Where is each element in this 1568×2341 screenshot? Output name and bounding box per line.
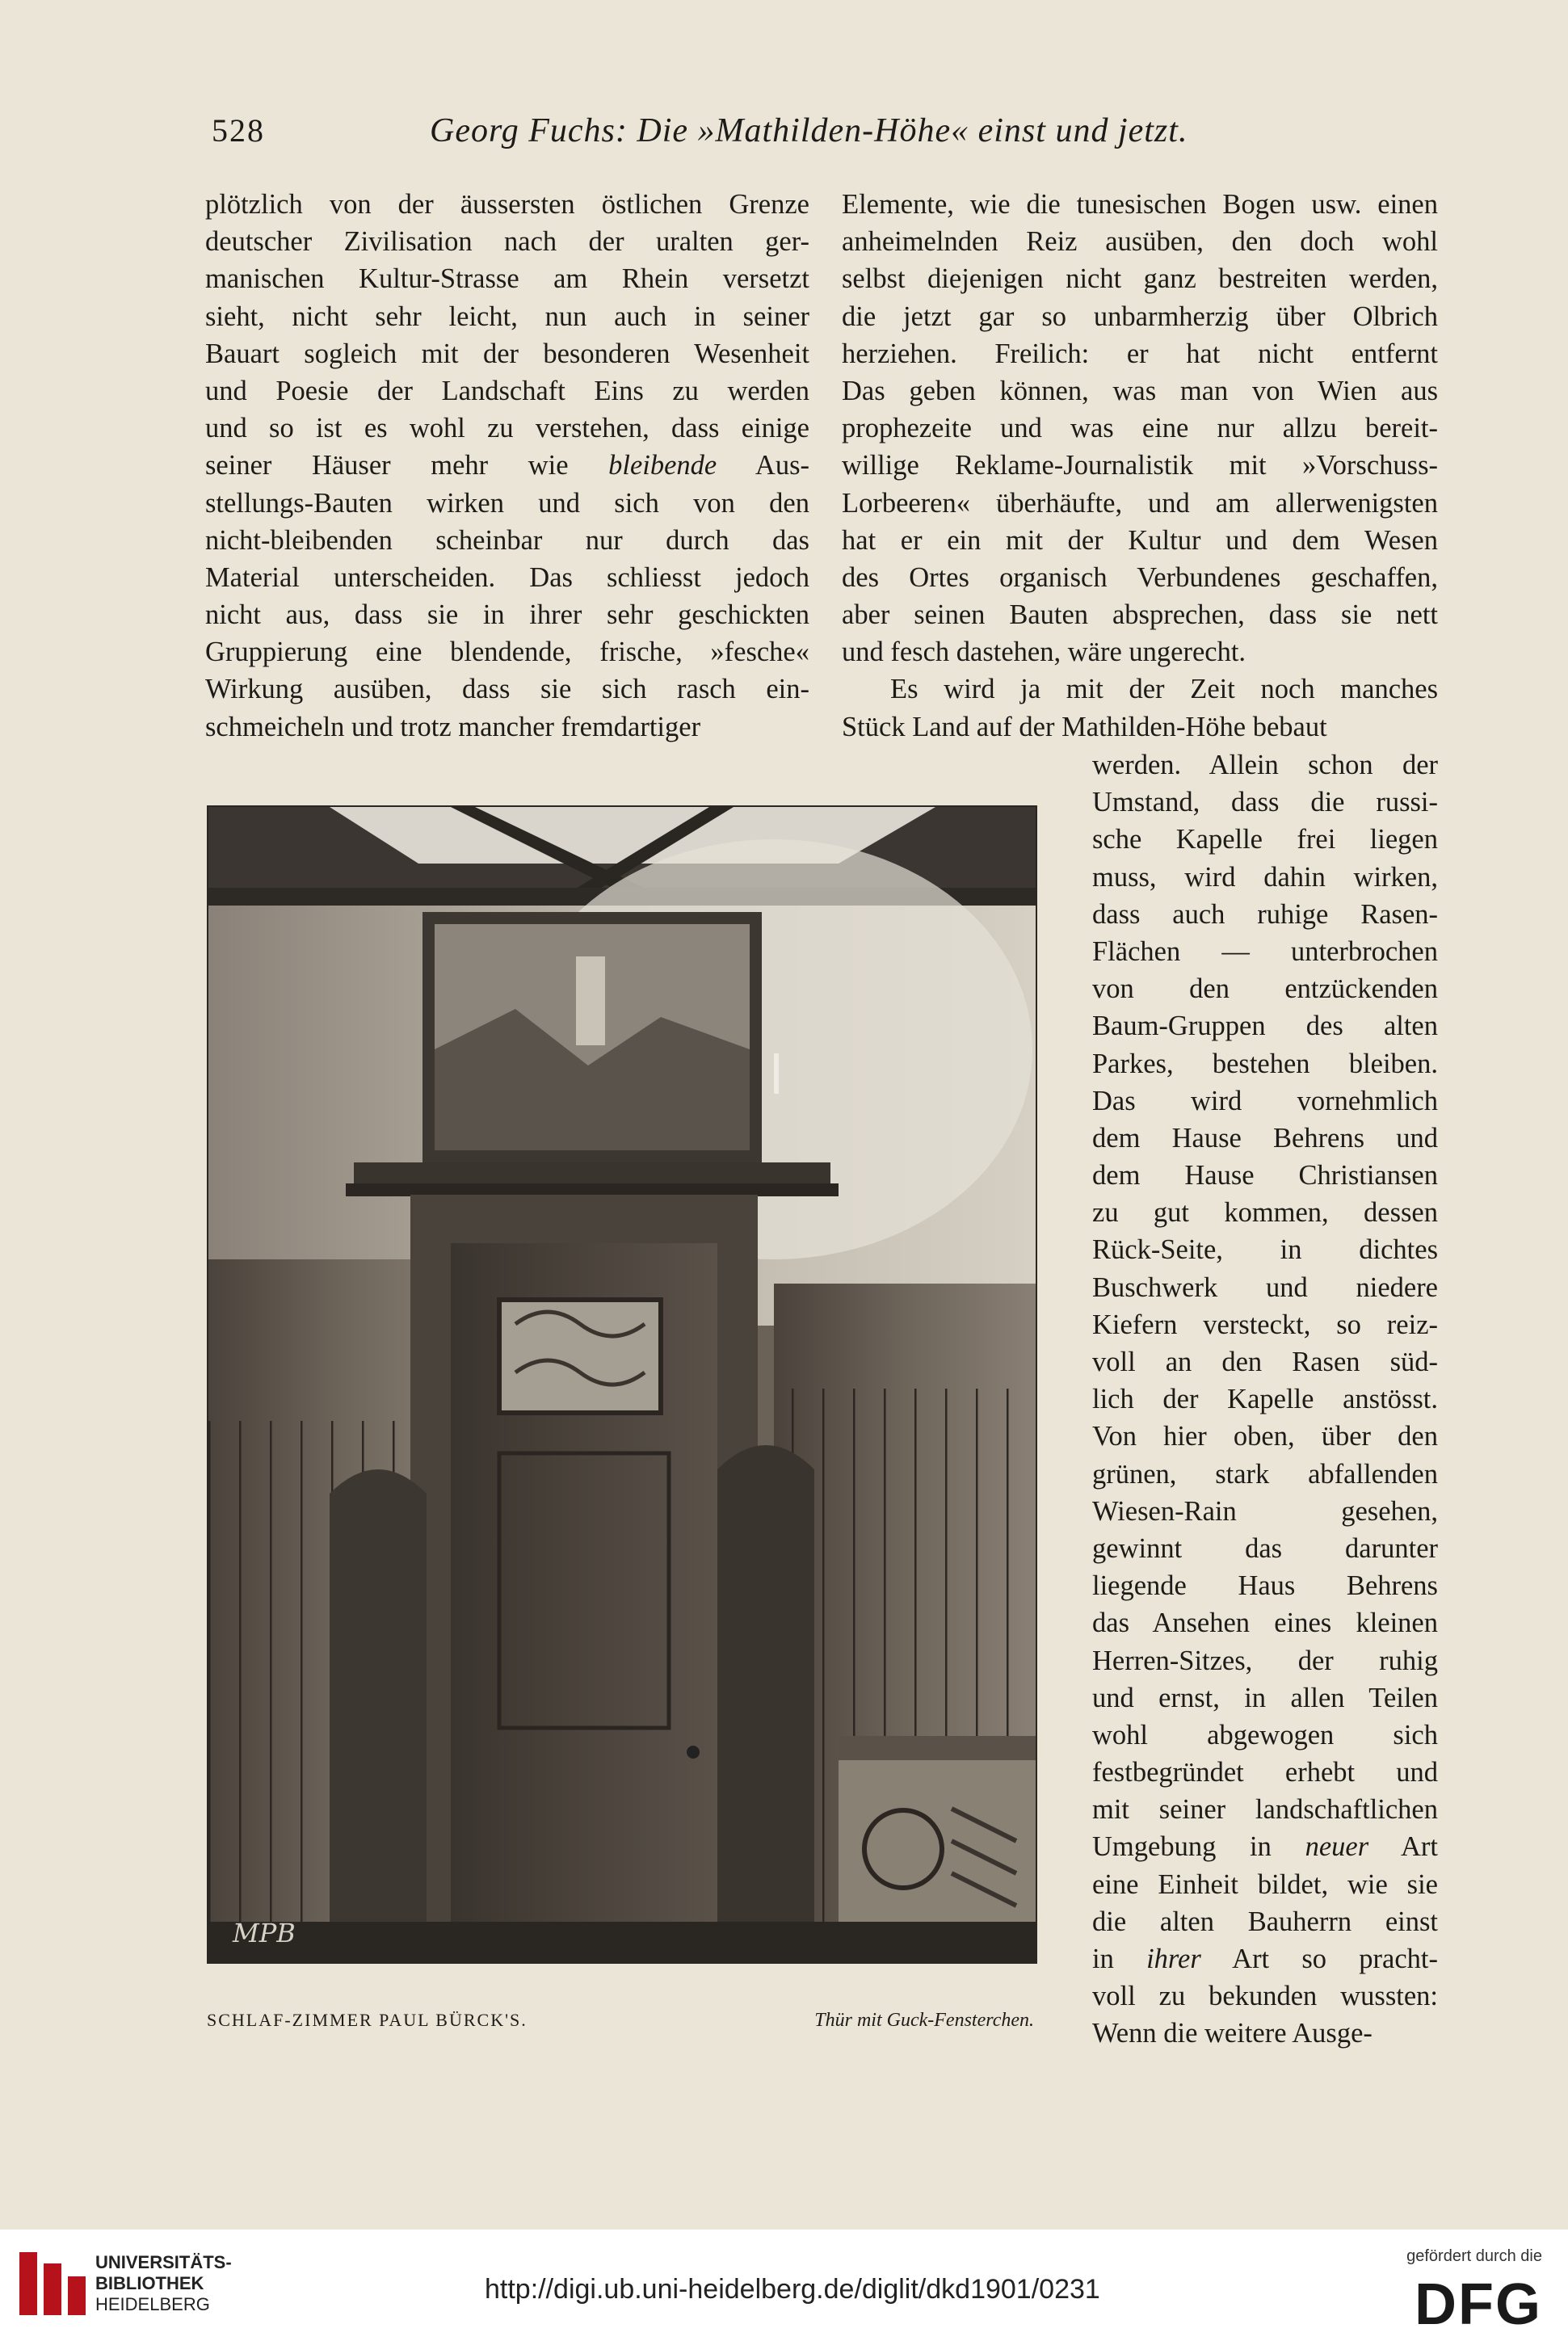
permalink-url[interactable]: http://digi.ub.uni-heidelberg.de/diglit/dkd1901/0231 [485, 2274, 1100, 2305]
right-text-column-top [842, 186, 1438, 746]
running-title: Georg Fuchs: Die »Mathilden-Höhe« einst und jetzt. [430, 112, 1188, 149]
text-line: Das wird vornehmlich [1092, 1085, 1438, 1116]
text-line: Herren-Sitzes, der ruhig [1092, 1645, 1438, 1676]
text-line: deutscher Zivilisation nach der uralten ger- [205, 226, 809, 258]
text-line: und so ist es wohl zu verstehen, dass einige [205, 413, 809, 444]
text-line: die alten Bauherrn einst [1092, 1906, 1438, 1937]
text-line: Kiefern versteckt, so reiz- [1092, 1309, 1438, 1340]
text-line: selbst diejenigen nicht ganz bestreiten werden, [842, 263, 1438, 295]
text-line: Parkes, bestehen bleiben. [1092, 1048, 1438, 1079]
text-line: manischen Kultur-Strasse am Rhein versetzt [205, 263, 809, 295]
text-line: Bauart sogleich mit der besonderen Wesenheit [205, 338, 809, 369]
text-line: von den entzückenden [1092, 973, 1438, 1005]
text-line: des Ortes organisch Verbundenes geschaffen, [842, 561, 1438, 593]
text-line: willige Reklame-Journalistik mit »Vorschuss- [842, 450, 1438, 481]
text-line: sche Kapelle frei liegen [1092, 824, 1438, 855]
university-library-name: UNIVERSITÄTS- BIBLIOTHEK HEIDELBERG [95, 2252, 232, 2314]
text-line: Gruppierung eine blendende, frische, »fesche« [205, 637, 809, 668]
text-line: sieht, nicht sehr leicht, nun auch in seiner [205, 301, 809, 332]
left-text-column [205, 186, 809, 746]
text-line: und fesch dastehen, wäre ungerecht. [842, 637, 1246, 668]
bedroom-photograph [207, 805, 1037, 1964]
text-line: zu gut kommen, dessen [1092, 1197, 1438, 1229]
page-header [212, 111, 1213, 160]
text-line: wohl abgewogen sich [1092, 1719, 1438, 1750]
text-line: und ernst, in allen Teilen [1092, 1682, 1438, 1713]
text-line: Buschwerk und niedere [1092, 1271, 1438, 1303]
text-line: lich der Kapelle anstösst. [1092, 1384, 1438, 1415]
text-line: Wiesen-Rain gesehen, [1092, 1495, 1438, 1527]
text-line: festbegründet erhebt und [1092, 1757, 1438, 1788]
text-line: Wenn die weitere Ausge- [1092, 2018, 1373, 2049]
text-line: seiner Häuser mehr wie bleibende Aus- [205, 450, 809, 481]
text-line: nicht-bleibenden scheinbar nur durch das [205, 524, 809, 556]
text-line: liegende Haus Behrens [1092, 1570, 1438, 1602]
text-line: Umstand, dass die russi- [1092, 787, 1438, 818]
text-line: Elemente, wie die tunesischen Bogen usw. einen [842, 189, 1438, 220]
text-line: Umgebung in neuer Art [1092, 1831, 1438, 1863]
text-line: dem Hause Behrens und [1092, 1122, 1438, 1154]
text-line: plötzlich von der äussersten östlichen Grenze [205, 189, 809, 220]
text-line: Von hier oben, über den [1092, 1421, 1438, 1452]
text-line: nicht aus, dass sie in ihrer sehr geschickten [205, 599, 809, 631]
right-text-column-narrow [1092, 746, 1438, 2053]
text-line: Material unterscheiden. Das schliesst jedoch [205, 561, 809, 593]
text-line: Lorbeeren« überhäufte, und am allerwenigsten [842, 487, 1438, 519]
text-line: aber seinen Bauten absprechen, dass sie nett [842, 599, 1438, 631]
figure-caption-right: Thür mit Guck-Fensterchen. [814, 2010, 1034, 2031]
digitization-footer [0, 2230, 1568, 2341]
text-line: Es wird ja mit der Zeit noch manches [890, 674, 1438, 705]
text-line: gewinnt das darunter [1092, 1532, 1438, 1564]
text-line: voll zu bekunden wussten: [1092, 1981, 1438, 2012]
dfg-logo: DFG [1415, 2272, 1542, 2337]
text-line: prophezeite und was eine nur allzu bereit- [842, 413, 1438, 444]
text-line: dem Hause Christiansen [1092, 1160, 1438, 1192]
text-line: in ihrer Art so pracht- [1092, 1944, 1438, 1974]
text-line: dass auch ruhige Rasen- [1092, 898, 1438, 930]
text-line: muss, wird dahin wirken, [1092, 861, 1438, 893]
text-line: mit seiner landschaftlichen [1092, 1794, 1438, 1826]
text-line: Wirkung ausüben, dass sie sich rasch ein- [205, 674, 809, 705]
text-line: stellungs-Bauten wirken und sich von den [205, 487, 809, 519]
text-line: eine Einheit bildet, wie sie [1092, 1868, 1438, 1900]
text-line: schmeicheln und trotz mancher fremdartiger [205, 711, 701, 742]
text-line: Flächen — unterbrochen [1092, 935, 1438, 967]
page-number: 528 [212, 112, 265, 149]
figure-caption-left: SCHLAF-ZIMMER PAUL BÜRCK'S. [207, 2010, 528, 2030]
text-line: Das geben können, was man von Wien aus [842, 375, 1438, 406]
funding-note: gefördert durch die [1406, 2247, 1542, 2265]
text-line: voll an den Rasen süd- [1092, 1347, 1438, 1377]
photo-monogram: MPB [233, 1918, 296, 1948]
text-line: und Poesie der Landschaft Eins zu werden [205, 375, 809, 406]
text-line: werden. Allein schon der [1092, 750, 1438, 780]
text-line: Stück Land auf der Mathilden-Höhe bebaut [842, 711, 1327, 742]
text-line: anheimelnden Reiz ausüben, den doch wohl [842, 226, 1438, 258]
text-line: die jetzt gar so unbarmherzig über Olbrich [842, 301, 1438, 332]
text-line: grünen, stark abfallenden [1092, 1458, 1438, 1490]
text-line: hat er ein mit der Kultur und dem Wesen [842, 524, 1438, 556]
university-library-logo-icon [16, 2247, 89, 2320]
text-line: herziehen. Freilich: er hat nicht entfernt [842, 338, 1438, 369]
text-line: Baum-Gruppen des alten [1092, 1011, 1438, 1042]
text-line: Rück-Seite, in dichtes [1092, 1234, 1438, 1266]
text-line: das Ansehen eines kleinen [1092, 1608, 1438, 1639]
